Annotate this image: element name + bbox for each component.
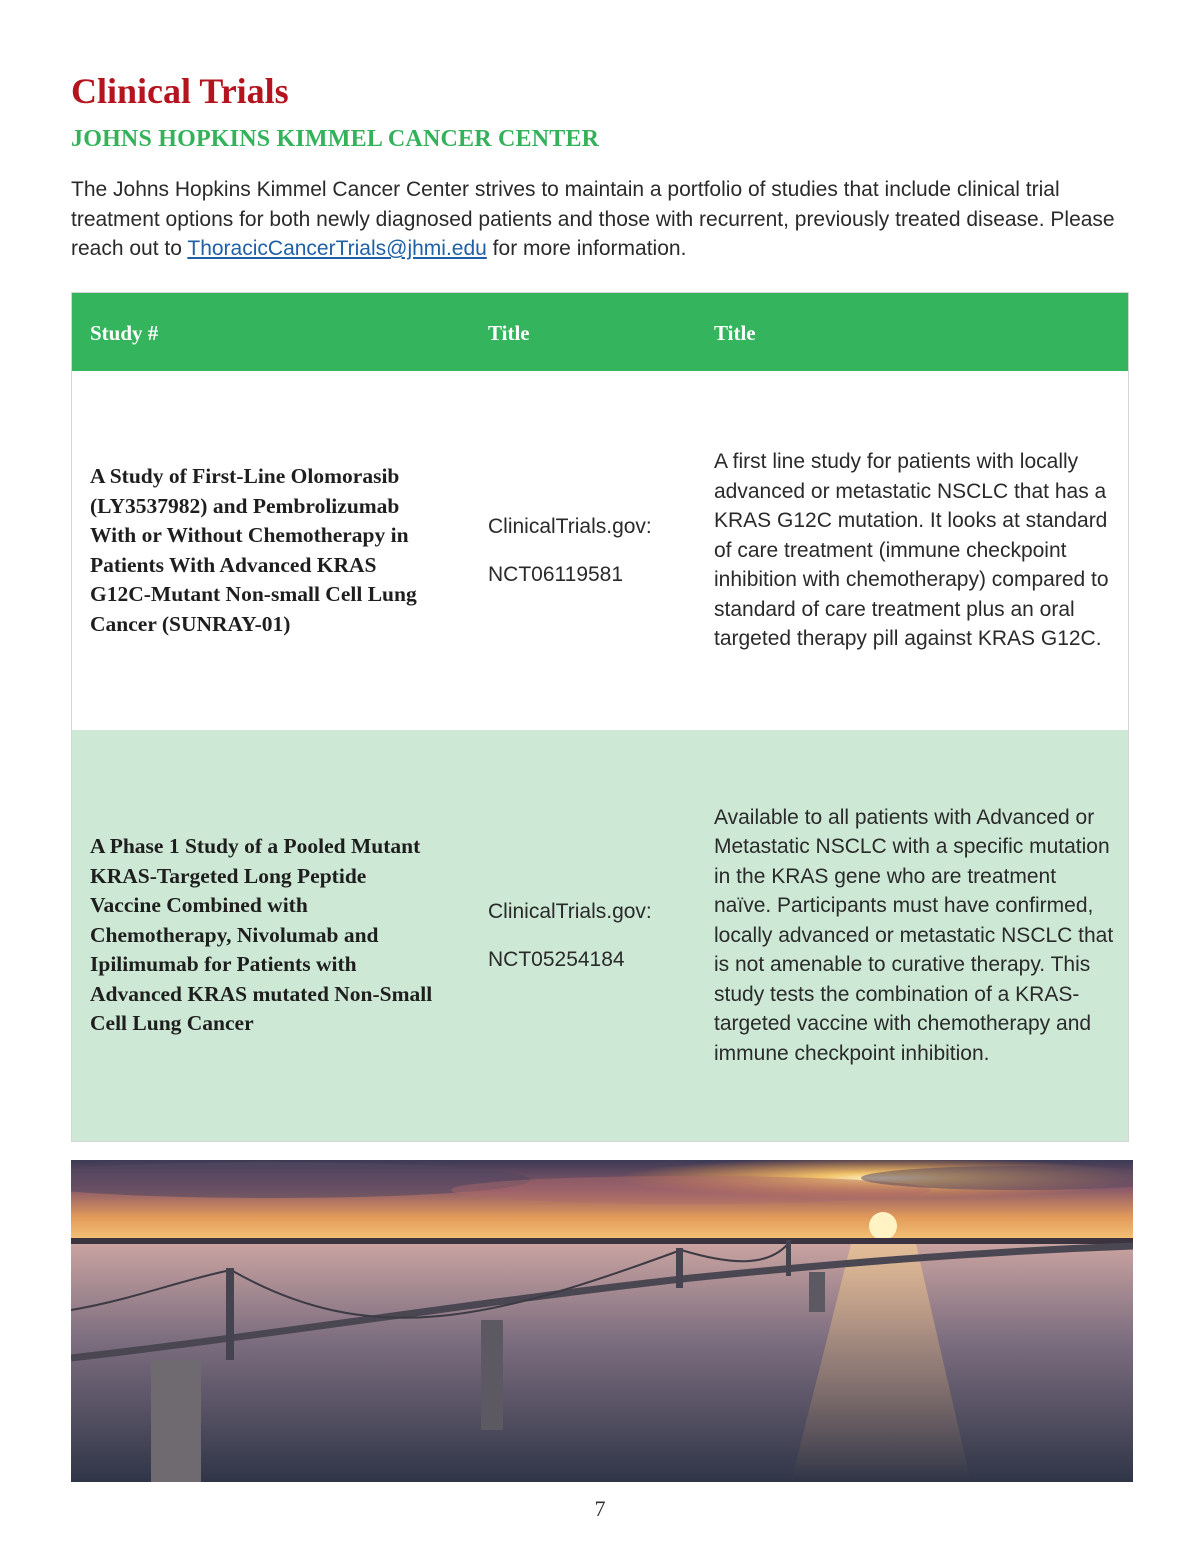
clinical-trials-table (71, 292, 1129, 1142)
cloud (451, 1176, 931, 1204)
registry-cell (488, 371, 688, 730)
header-title: Title (488, 321, 530, 345)
bridge-pier (809, 1272, 825, 1312)
horizon-land (71, 1238, 1133, 1244)
page-title: Clinical Trials (71, 71, 289, 111)
page-subtitle: JOHNS HOPKINS KIMMEL CANCER CENTER (71, 126, 600, 152)
header-description: Title (714, 321, 756, 345)
bridge-pier (481, 1320, 503, 1430)
study-title: A Phase 1 Study of a Pooled Mutant KRAS-Targeted Long Peptide Vaccine Combined with Chemotherapy, Nivolumab and Ipilimumab for Patients with Advanced KRAS mutated Non-Small Cell Lung Cancer (90, 834, 433, 1036)
nct-number: NCT05254184 (488, 947, 625, 971)
description-cell (714, 730, 1114, 1141)
study-title: A Study of First-Line Olomorasib (LY3537982) and Pembrolizumab With or Without Chemotherapy in Patients With Advanced KRAS G12C-Mutant Non-small Cell Lung Cancer (SUNRAY-01) (90, 464, 417, 636)
email-link[interactable]: ThoracicCancerTrials@jhmi.edu (187, 237, 487, 260)
page-number: 7 (594, 1496, 606, 1521)
bridge-tower (226, 1268, 234, 1360)
bridge-tower (786, 1240, 791, 1276)
registry-label: ClinicalTrials.gov: (488, 515, 652, 538)
study-cell (90, 371, 440, 730)
bridge-pier (151, 1360, 201, 1482)
sun (869, 1212, 897, 1240)
study-description: Available to all patients with Advanced or Metastatic NSCLC with a specific mutation in the KRAS gene who are treatment naïve. Participants must have confirmed, locally advanced or metastatic NSCLC that is not amenable to curative therapy. This study tests the combination of a KRAS-targeted vaccine with chemotherapy and immune checkpoint inhibition. (714, 805, 1114, 1065)
registry-label: ClinicalTrials.gov: (488, 900, 652, 923)
study-cell (90, 730, 440, 1141)
bridge-sunset-photo (71, 1160, 1133, 1482)
intro-paragraph (71, 175, 1131, 264)
description-cell (714, 371, 1114, 730)
nct-number: NCT06119581 (488, 562, 624, 586)
intro-text: The Johns Hopkins Kimmel Cancer Center strives to maintain a portfolio of studies that include clinical trial treatment options for both newly diagnosed patients and those with recurrent, previously treated disease. Please reach out to (71, 178, 1115, 260)
study-description: A first line study for patients with locally advanced or metastatic NSCLC that has a KRAS G12C mutation. It looks at standard of care treatment (immune checkpoint inhibition with chemotherapy) compared to standard of care treatment plus an oral targeted therapy pill against KRAS G12C. (714, 450, 1109, 651)
bridge-tower (676, 1248, 683, 1288)
table-row (72, 730, 1128, 1141)
header-study-number: Study # (90, 321, 159, 345)
registry-cell (488, 730, 688, 1141)
table-row (72, 371, 1128, 730)
intro-text-end: for more information. (486, 237, 687, 260)
table-header-row (72, 293, 1128, 371)
